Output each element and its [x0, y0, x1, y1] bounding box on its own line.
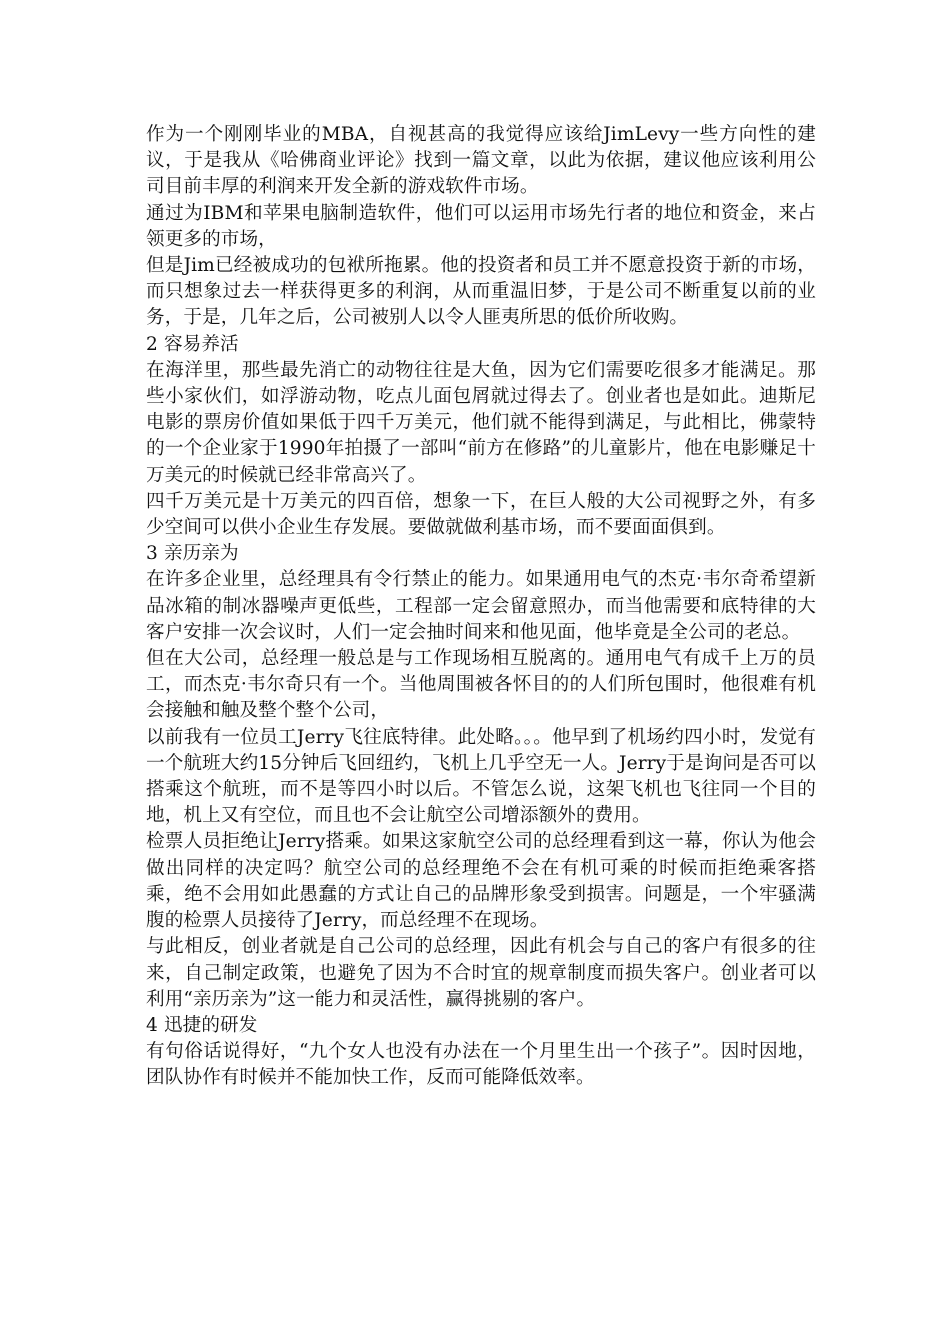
- paragraph: 有句俗话说得好，“九个女人也没有办法在一个月里生出一个孩子”。因时因地，团队协作有时候并不能加快工作，反而可能降低效率。: [146, 1041, 816, 1089]
- document-body: [146, 122, 816, 1092]
- paragraph: 但在大公司，总经理一般总是与工作现场相互脱离的。通用电气有成千上万的员工，而杰克·韦尔奇只有一个。当他周围被各怀目的的人们所包围时，他很难有机会接触和触及整个整个公司，: [146, 648, 816, 722]
- section-heading: 2 容易养活: [146, 333, 239, 355]
- paragraph: 检票人员拒绝让Jerry搭乘。如果这家航空公司的总经理看到这一幕，你认为他会做出同样的决定吗？航空公司的总经理绝不会在有机可乘的时候而拒绝乘客搭乘，绝不会用如此愚蠢的方式让自己的品牌形象受到损害。问题是，一个牢骚满腹的检票人员接待了Jerry，而总经理不在现场。: [146, 831, 816, 932]
- paragraph: 在许多企业里，总经理具有令行禁止的能力。如果通用电气的杰克·韦尔奇希望新品冰箱的制冰器噪声更低些，工程部一定会留意照办，而当他需要和底特律的大客户安排一次会议时，人们一定会抽时间来和他见面，他毕竟是全公司的老总。: [146, 569, 816, 643]
- paragraph: 与此相反，创业者就是自己公司的总经理，因此有机会与自己的客户有很多的往来，自己制定政策，也避免了因为不合时宜的规章制度而损失客户。创业者可以利用“亲历亲为”这一能力和灵活性，赢得挑剔的客户。: [146, 936, 816, 1010]
- section-heading: 4 迅捷的研发: [146, 1014, 258, 1036]
- paragraph: 通过为IBM和苹果电脑制造软件，他们可以运用市场先行者的地位和资金，来占领更多的市场，: [146, 202, 816, 250]
- paragraph: 但是Jim已经被成功的包袱所拖累。他的投资者和员工并不愿意投资于新的市场，而只想象过去一样获得更多的利润，从而重温旧梦，于是公司不断重复以前的业务，于是，几年之后，公司被别人以令人匪夷所思的低价所收购。: [146, 255, 816, 329]
- paragraph: 作为一个刚刚毕业的MBA，自视甚高的我觉得应该给JimLevy一些方向性的建议，于是我从《哈佛商业评论》找到一篇文章，以此为依据，建议他应该利用公司目前丰厚的利润来开发全新的游戏软件市场。: [146, 124, 816, 198]
- paragraph: 在海洋里，那些最先消亡的动物往往是大鱼，因为它们需要吃很多才能满足。那些小家伙们，如浮游动物，吃点儿面包屑就过得去了。创业者也是如此。迪斯尼电影的票房价值如果低于四千万美元，他们就不能得到满足，与此相比，佛蒙特的一个企业家于1990年拍摄了一部叫“前方在修路”的儿童影片，他在电影赚足十万美元的时候就已经非常高兴了。: [146, 359, 816, 486]
- section-heading: 3 亲历亲为: [146, 543, 239, 565]
- paragraph: 以前我有一位员工Jerry飞往底特律。此处略。。。他早到了机场约四小时，发觉有一个航班大约15分钟后飞回纽约，飞机上几乎空无一人。Jerry于是询问是否可以搭乘这个航班，而不是等四小时以后。不管怎么说，这架飞机也飞往同一个目的地，机上又有空位，而且也不会让航空公司增添额外的费用。: [146, 726, 816, 827]
- paragraph: 四千万美元是十万美元的四百倍，想象一下，在巨人般的大公司视野之外，有多少空间可以供小企业生存发展。要做就做利基市场，而不要面面俱到。: [146, 490, 816, 539]
